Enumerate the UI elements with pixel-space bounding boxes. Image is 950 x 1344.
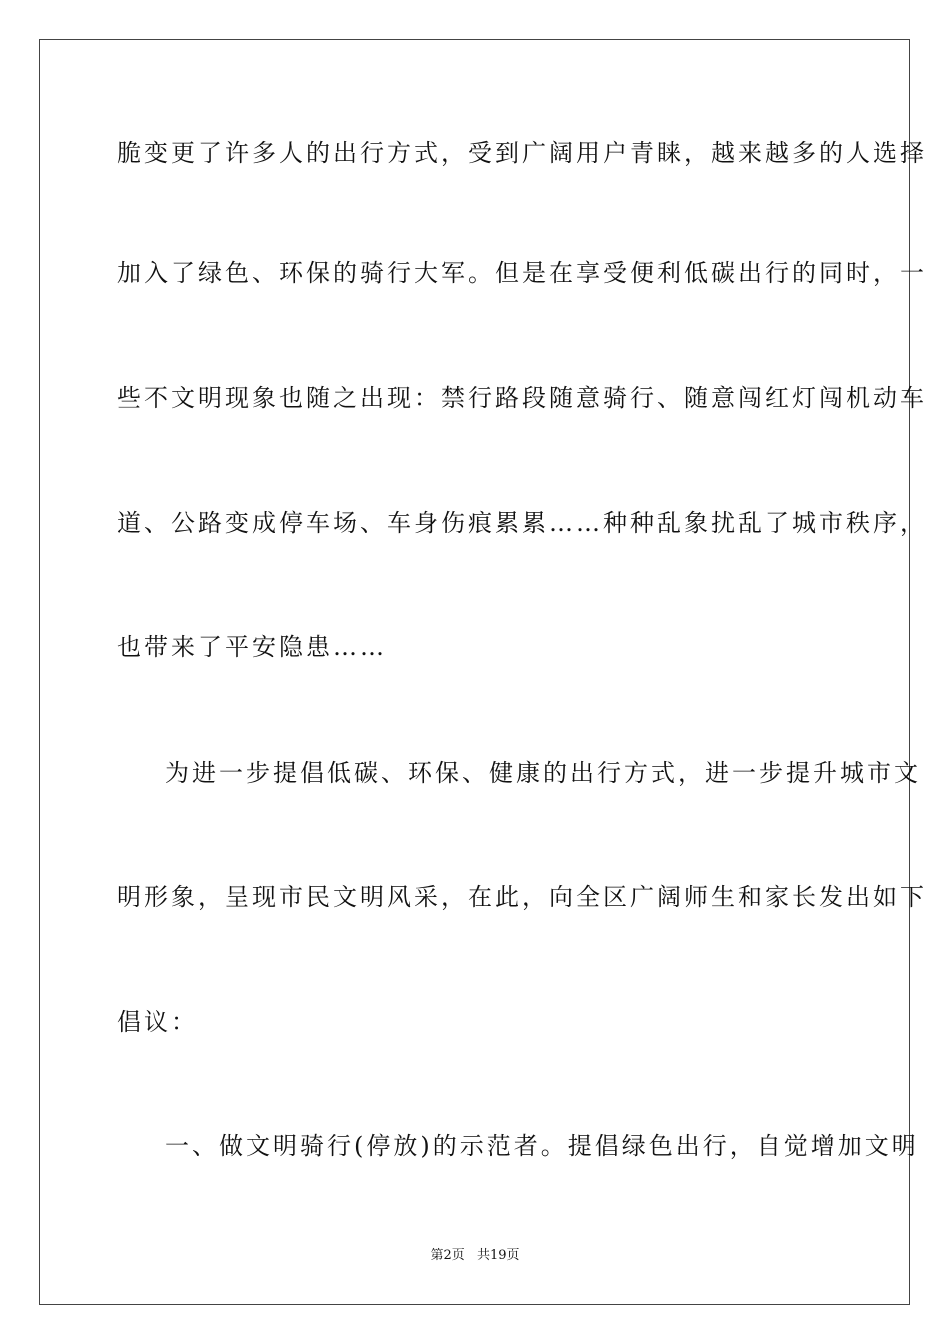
paragraph-line: 一、做文明骑行(停放)的示范者。提倡绿色出行，自觉增加文明 (165, 1132, 919, 1160)
page-total: 共19页 (476, 1248, 520, 1263)
paragraph-line: 脆变更了许多人的出行方式，受到广阔用户青睐，越来越多的人选择 (117, 139, 927, 167)
paragraph-line: 加入了绿色、环保的骑行大军。但是在享受便利低碳出行的同时，一 (117, 259, 927, 287)
page-footer (0, 1246, 950, 1266)
page-number: 第2页 (430, 1248, 465, 1263)
paragraph-line: 道、公路变成停车场、车身伤痕累累……种种乱象扰乱了城市秩序， (117, 509, 927, 537)
page-border (39, 39, 927, 1305)
paragraph-line: 也带来了平安隐患…… (117, 633, 387, 661)
paragraph-line: 明形象，呈现市民文明风采，在此，向全区广阔师生和家长发出如下 (117, 883, 927, 911)
paragraph-line: 为进一步提倡低碳、环保、健康的出行方式，进一步提升城市文 (165, 759, 921, 787)
paragraph-line: 些不文明现象也随之出现：禁行路段随意骑行、随意闯红灯闯机动车 (117, 384, 927, 412)
paragraph-line: 倡议： (117, 1008, 198, 1036)
